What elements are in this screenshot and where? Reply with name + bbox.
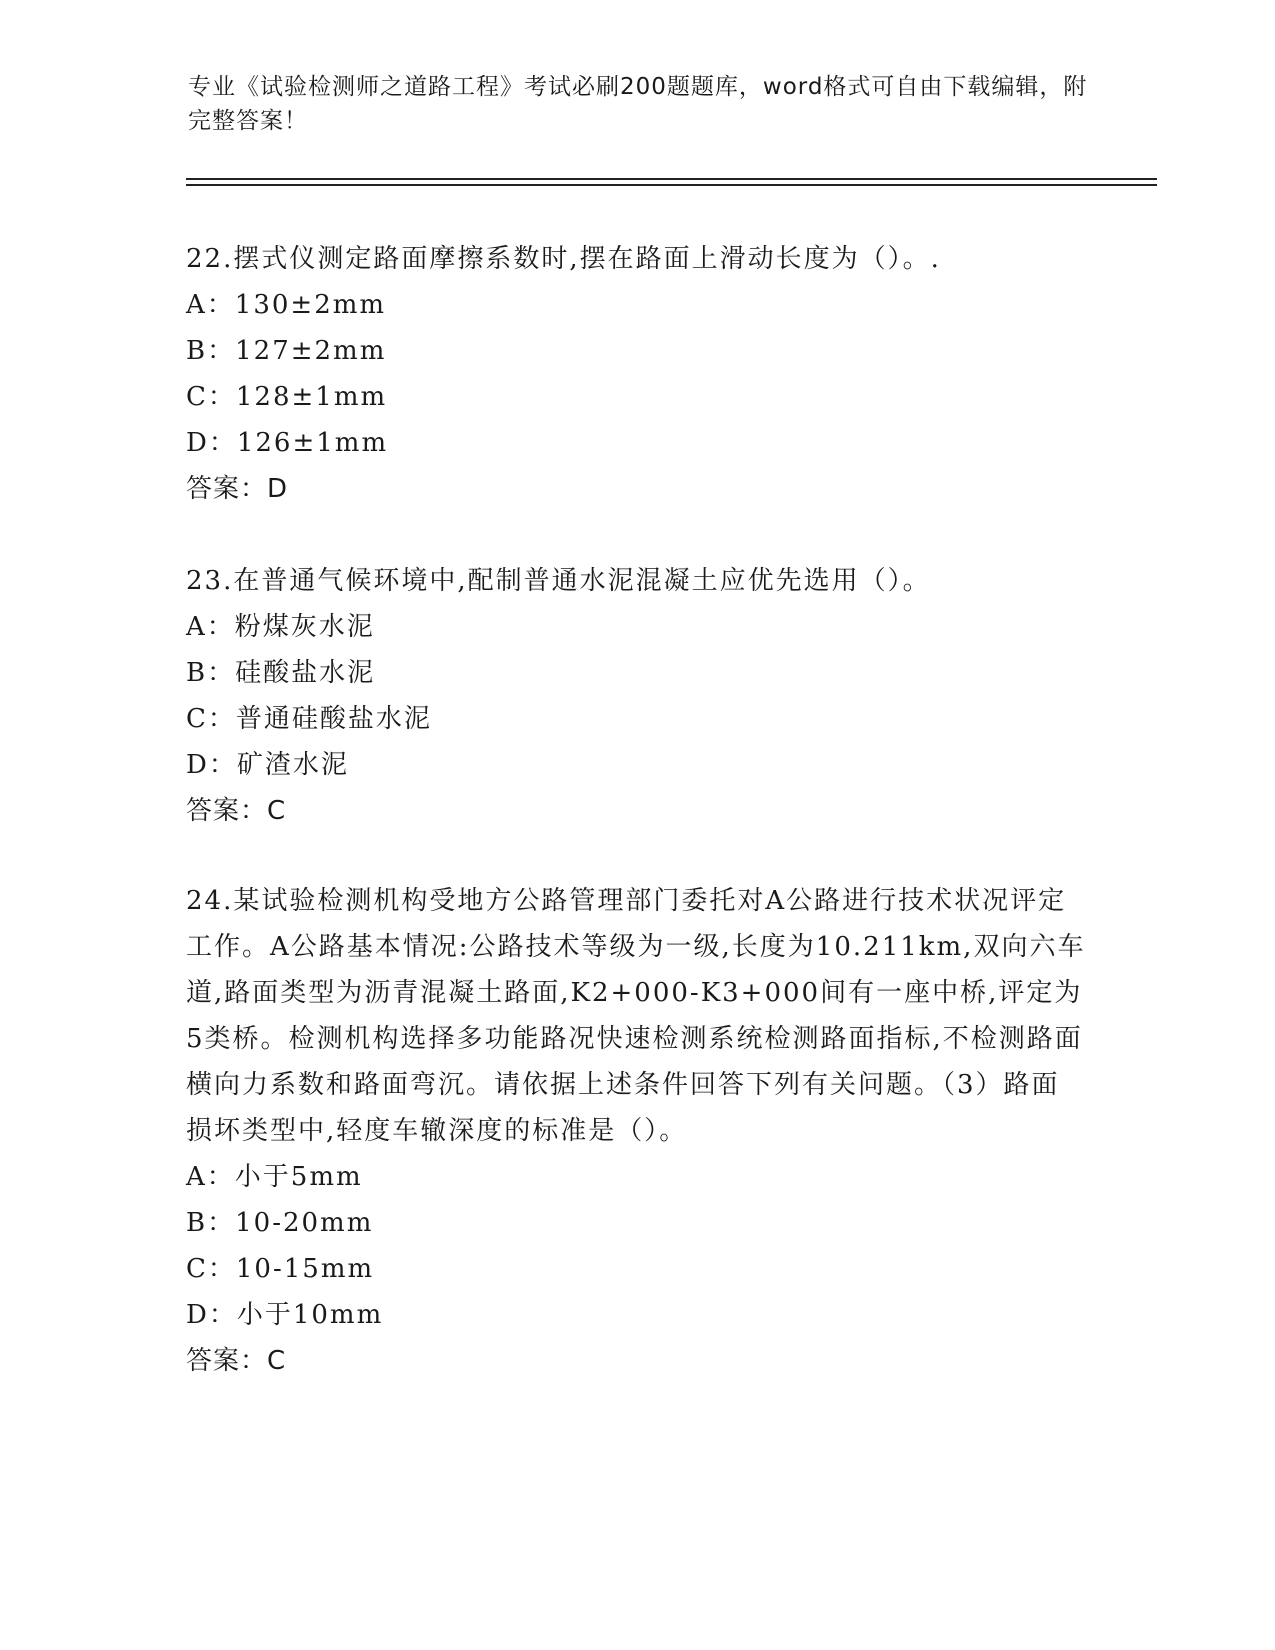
question-text: 23.在普通气候环境中,配制普通水泥混凝土应优先选用（）。 — [186, 566, 931, 596]
option-b: B：10-20mm — [186, 1208, 374, 1238]
answer-label: 答案：C — [186, 796, 287, 826]
answer-label: 答案：D — [186, 474, 289, 504]
option-d: D：矿渣水泥 — [186, 750, 349, 780]
option-b: B：127±2mm — [186, 336, 387, 366]
header-divider-bottom — [186, 184, 1157, 186]
answer-label: 答案：C — [186, 1346, 287, 1376]
option-c: C：普通硅酸盐水泥 — [186, 704, 432, 734]
option-d: D：小于10mm — [186, 1300, 384, 1330]
question-text: 24.某试验检测机构受地方公路管理部门委托对A公路进行技术状况评定工作。A公路基本情况:公路技术等级为一级,长度为10.211km,双向六车道,路面类型为沥青混凝土路面,K2+000-K3+000间有一座中桥,评定为5类桥。检测机构选择多功能路况快速检测系统检测路面指标,不检测路面横向力系数和路面弯沉。请依据上述条件回答下列有关问题。（3）路面损坏类型中,轻度车辙深度的标准是（）。 — [186, 886, 1086, 1146]
header-divider-top — [186, 178, 1157, 180]
question-22 — [186, 236, 1086, 512]
question-24 — [186, 878, 1086, 1384]
option-a: A：粉煤灰水泥 — [186, 612, 375, 642]
option-a: A：小于5mm — [186, 1162, 363, 1192]
option-a: A：130±2mm — [186, 290, 387, 320]
option-c: C：128±1mm — [186, 382, 388, 412]
question-text: 22.摆式仪测定路面摩擦系数时,摆在路面上滑动长度为（）。. — [186, 244, 941, 274]
option-b: B：硅酸盐水泥 — [186, 658, 376, 688]
document-header — [188, 70, 1088, 138]
option-c: C：10-15mm — [186, 1254, 375, 1284]
header-title: 专业《试验检测师之道路工程》考试必刷200题题库，word格式可自由下载编辑，附完整答案！ — [188, 74, 1088, 134]
option-d: D：126±1mm — [186, 428, 389, 458]
question-23 — [186, 558, 1086, 834]
